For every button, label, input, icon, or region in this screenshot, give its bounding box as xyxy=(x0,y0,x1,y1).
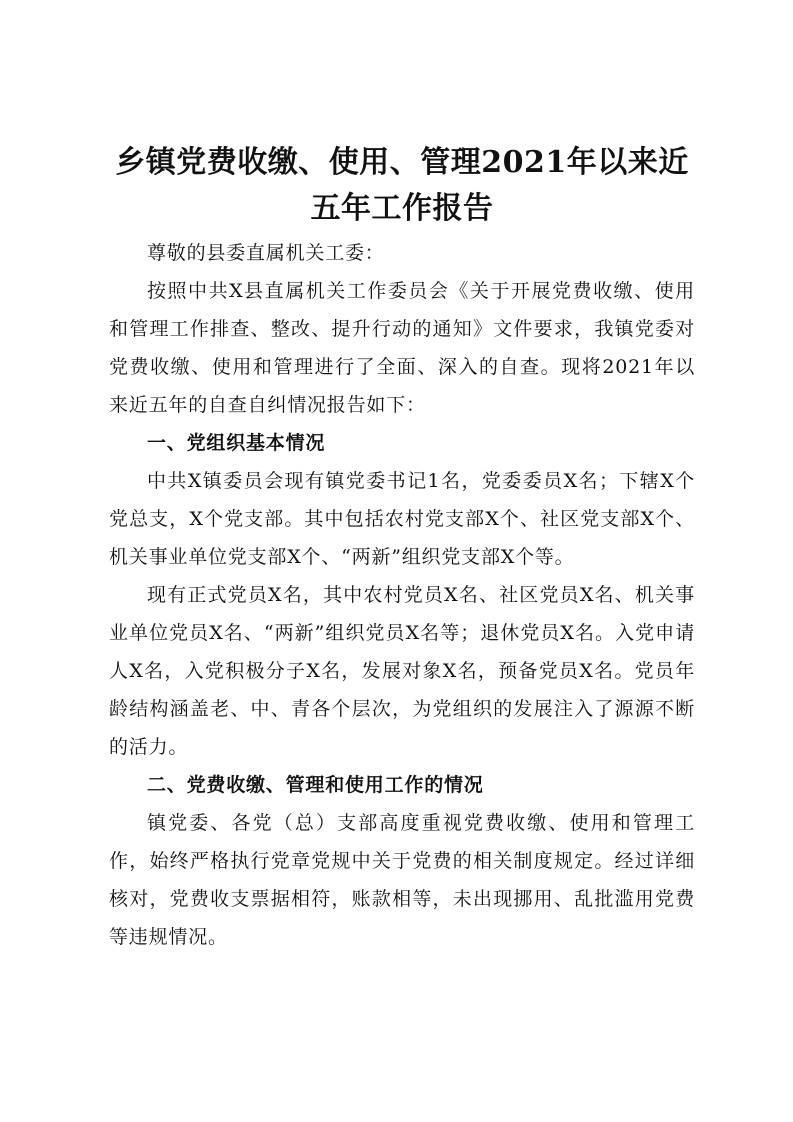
document-title: 乡镇党费收缴、使用、管理2021年以来近五年工作报告 xyxy=(115,145,689,226)
salutation: 尊敬的县委直属机关工委： xyxy=(147,242,385,264)
section-heading-1: 一、党组织基本情况 xyxy=(147,432,326,454)
intro-paragraph: 按照中共X县直属机关工作委员会《关于开展党费收缴、使用和管理工作排查、整改、提升行动的通知》文件要求，我镇党委对党费收缴、使用和管理进行了全面、深入的自查。现将2021年以来近五年的自查自纠情况报告如下： xyxy=(109,280,695,416)
section-heading-2: 二、党费收缴、管理和使用工作的情况 xyxy=(147,774,484,796)
section-1-paragraph-2: 现有正式党员X名，其中农村党员X名、社区党员X名、机关事业单位党员X名、“两新”组织党员X名等；退休党员X名。入党申请人X名，入党积极分子X名，发展对象X名，预备党员X名。党员年龄结构涵盖老、中、青各个层次，为党组织的发展注入了源源不断的活力。 xyxy=(109,584,695,758)
section-1-paragraph-1: 中共X镇委员会现有镇党委书记1名，党委委员X名；下辖X个党总支，X个党支部。其中包括农村党支部X个、社区党支部X个、机关事业单位党支部X个、“两新”组织党支部X个等。 xyxy=(109,470,695,568)
section-2-paragraph-1: 镇党委、各党（总）支部高度重视党费收缴、使用和管理工作，始终严格执行党章党规中关于党费的相关制度规定。经过详细核对，党费收支票据相符，账款相等，未出现挪用、乱批滥用党费等违规情况。 xyxy=(109,812,695,948)
document-body xyxy=(109,140,695,956)
